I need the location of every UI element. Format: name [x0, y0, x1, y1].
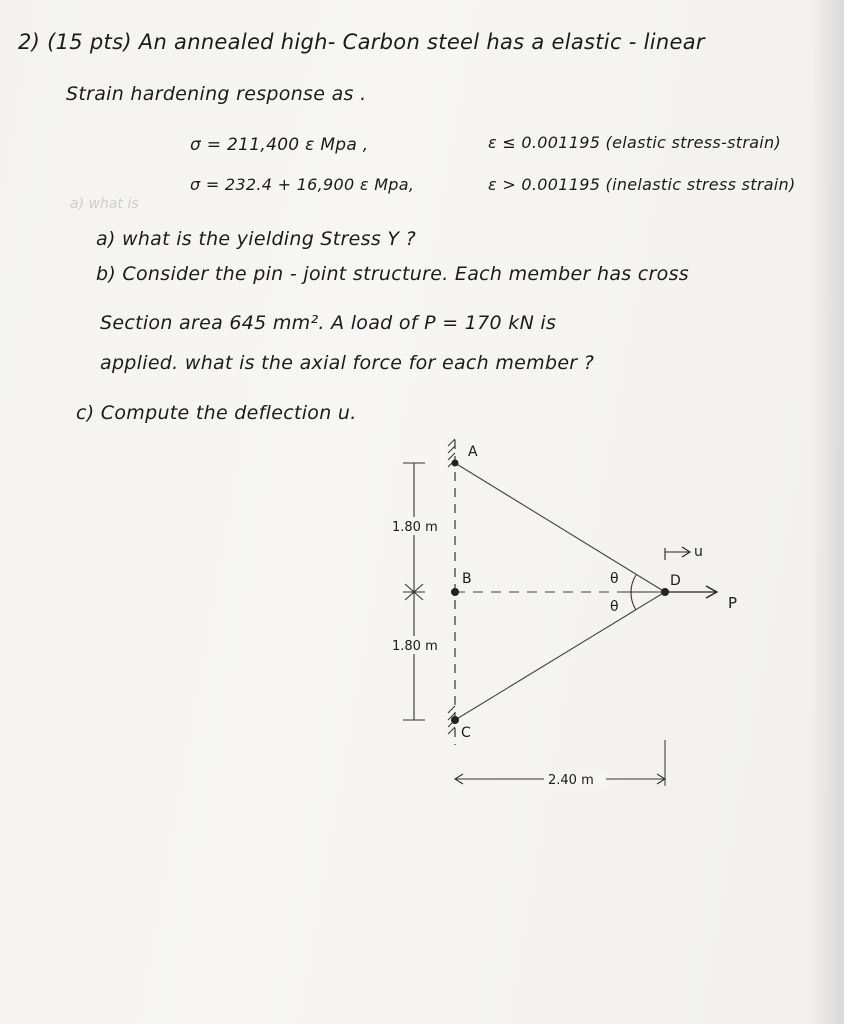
label-a: A: [468, 444, 478, 460]
question-b-line1: b) Consider the pin - joint structure. Each member has cross: [96, 263, 689, 285]
label-c: C: [461, 725, 471, 741]
question-c: c) Compute the deflection u.: [76, 402, 357, 424]
question-b-line3: applied. what is the axial force for each member ?: [100, 352, 595, 374]
pin-d: [661, 588, 669, 596]
pin-a: [452, 460, 459, 467]
label-u: u: [694, 544, 703, 560]
dim-ab-label: 1.80 m: [392, 520, 438, 535]
label-b: B: [462, 571, 472, 587]
problem-intro: Strain hardening response as .: [66, 83, 367, 105]
member-cd: [455, 592, 665, 720]
inelastic-equation: σ = 232.4 + 16,900 ε Mpa,: [190, 175, 415, 194]
elastic-equation: σ = 211,400 ε Mpa ,: [190, 135, 369, 155]
elastic-condition: ε ≤ 0.001195 (elastic stress-strain): [488, 133, 782, 152]
label-d: D: [670, 573, 681, 589]
question-b-line2: Section area 645 mm². A load of P = 170 kN is: [100, 312, 557, 334]
pin-c: [451, 716, 459, 724]
dim-bd-label: 2.40 m: [548, 773, 594, 788]
erased-text: a) what is: [70, 196, 139, 212]
inelastic-condition: ε > 0.001195 (inelastic stress strain): [488, 175, 796, 194]
pin-b: [451, 588, 459, 596]
member-ad: [455, 463, 665, 592]
dim-bc-label: 1.80 m: [392, 639, 438, 654]
label-theta-upper: θ: [610, 571, 619, 587]
problem-heading: 2) (15 pts) An annealed high- Carbon steel has a elastic - linear: [18, 30, 705, 54]
label-theta-lower: θ: [610, 599, 619, 615]
question-a: a) what is the yielding Stress Y ?: [96, 228, 416, 250]
label-p: P: [728, 594, 738, 612]
